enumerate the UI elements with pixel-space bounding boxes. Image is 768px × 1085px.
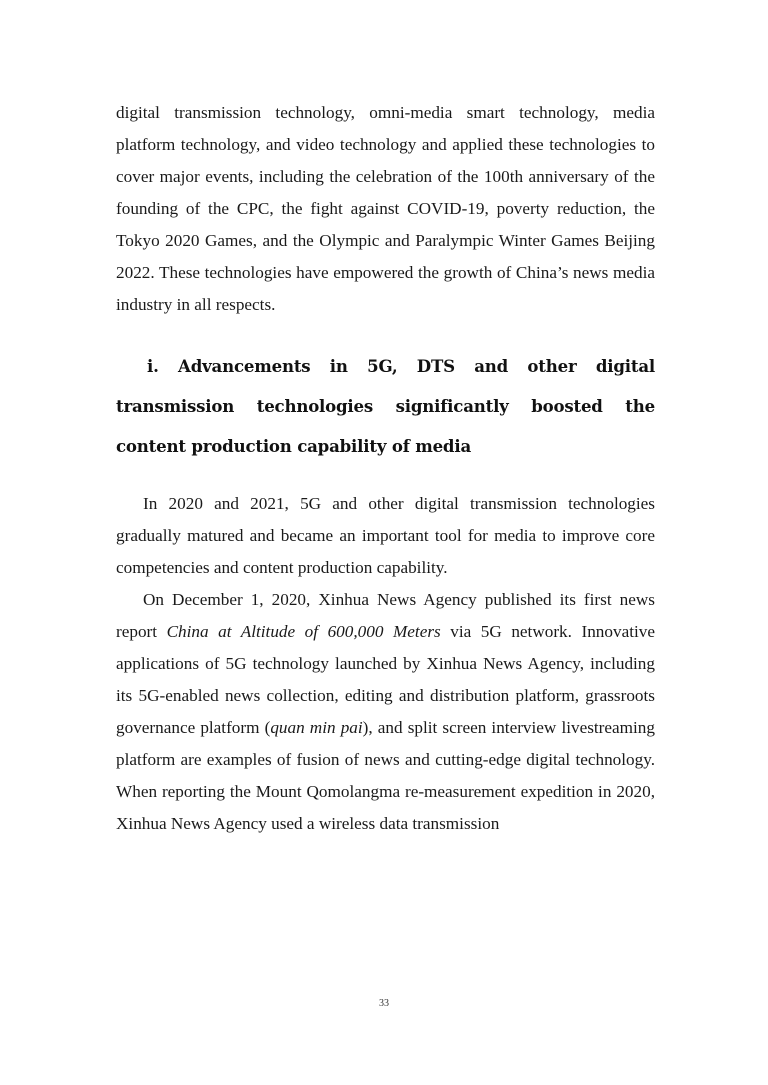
paragraph-text-3: ), and split screen interview livestreaming platform are examples of fusion of news and cutting-edge digital technology. When reporting the Mount Qomolangma re-measurement expedition in 2020, Xinhua News Agency used a wireless data transmission	[116, 718, 655, 833]
intro-paragraph: digital transmission technology, omni-media smart technology, media platform technology, and video technology and applied these technologies to cover major events, including the celebration of the 100th anniversary of the founding of the CPC, the fight against COVID-19, poverty reduction, the Tokyo 2020 Games, and the Olympic and Paralympic Winter Games Beijing 2022. These technologies have empowered the growth of China’s news media industry in all respects.	[116, 103, 655, 314]
section-heading: i. Advancements in 5G, DTS and other digital transmission technologies significantly boosted the content production capability of media	[116, 356, 655, 456]
platform-name-italic: quan min pai	[270, 718, 363, 737]
page-number: 33	[379, 998, 389, 1009]
paragraph-text-1: On December 1, 2020, Xinhua News Agency published its first news report	[116, 590, 655, 641]
paragraph-text-2: via 5G network. Innovative applications of 5G technology launched by Xinhua News Agency, including its 5G-enabled news collection, editing and distribution platform, grassroots governance platform (	[116, 622, 655, 737]
document-page	[116, 97, 655, 840]
paragraph-xinhua-5g	[116, 584, 655, 840]
report-title-italic: China at Altitude of 600,000 Meters	[166, 622, 441, 641]
paragraph-5g-maturity: In 2020 and 2021, 5G and other digital transmission technologies gradually matured and became an important tool for media to improve core competencies and content production capability.	[116, 494, 655, 577]
